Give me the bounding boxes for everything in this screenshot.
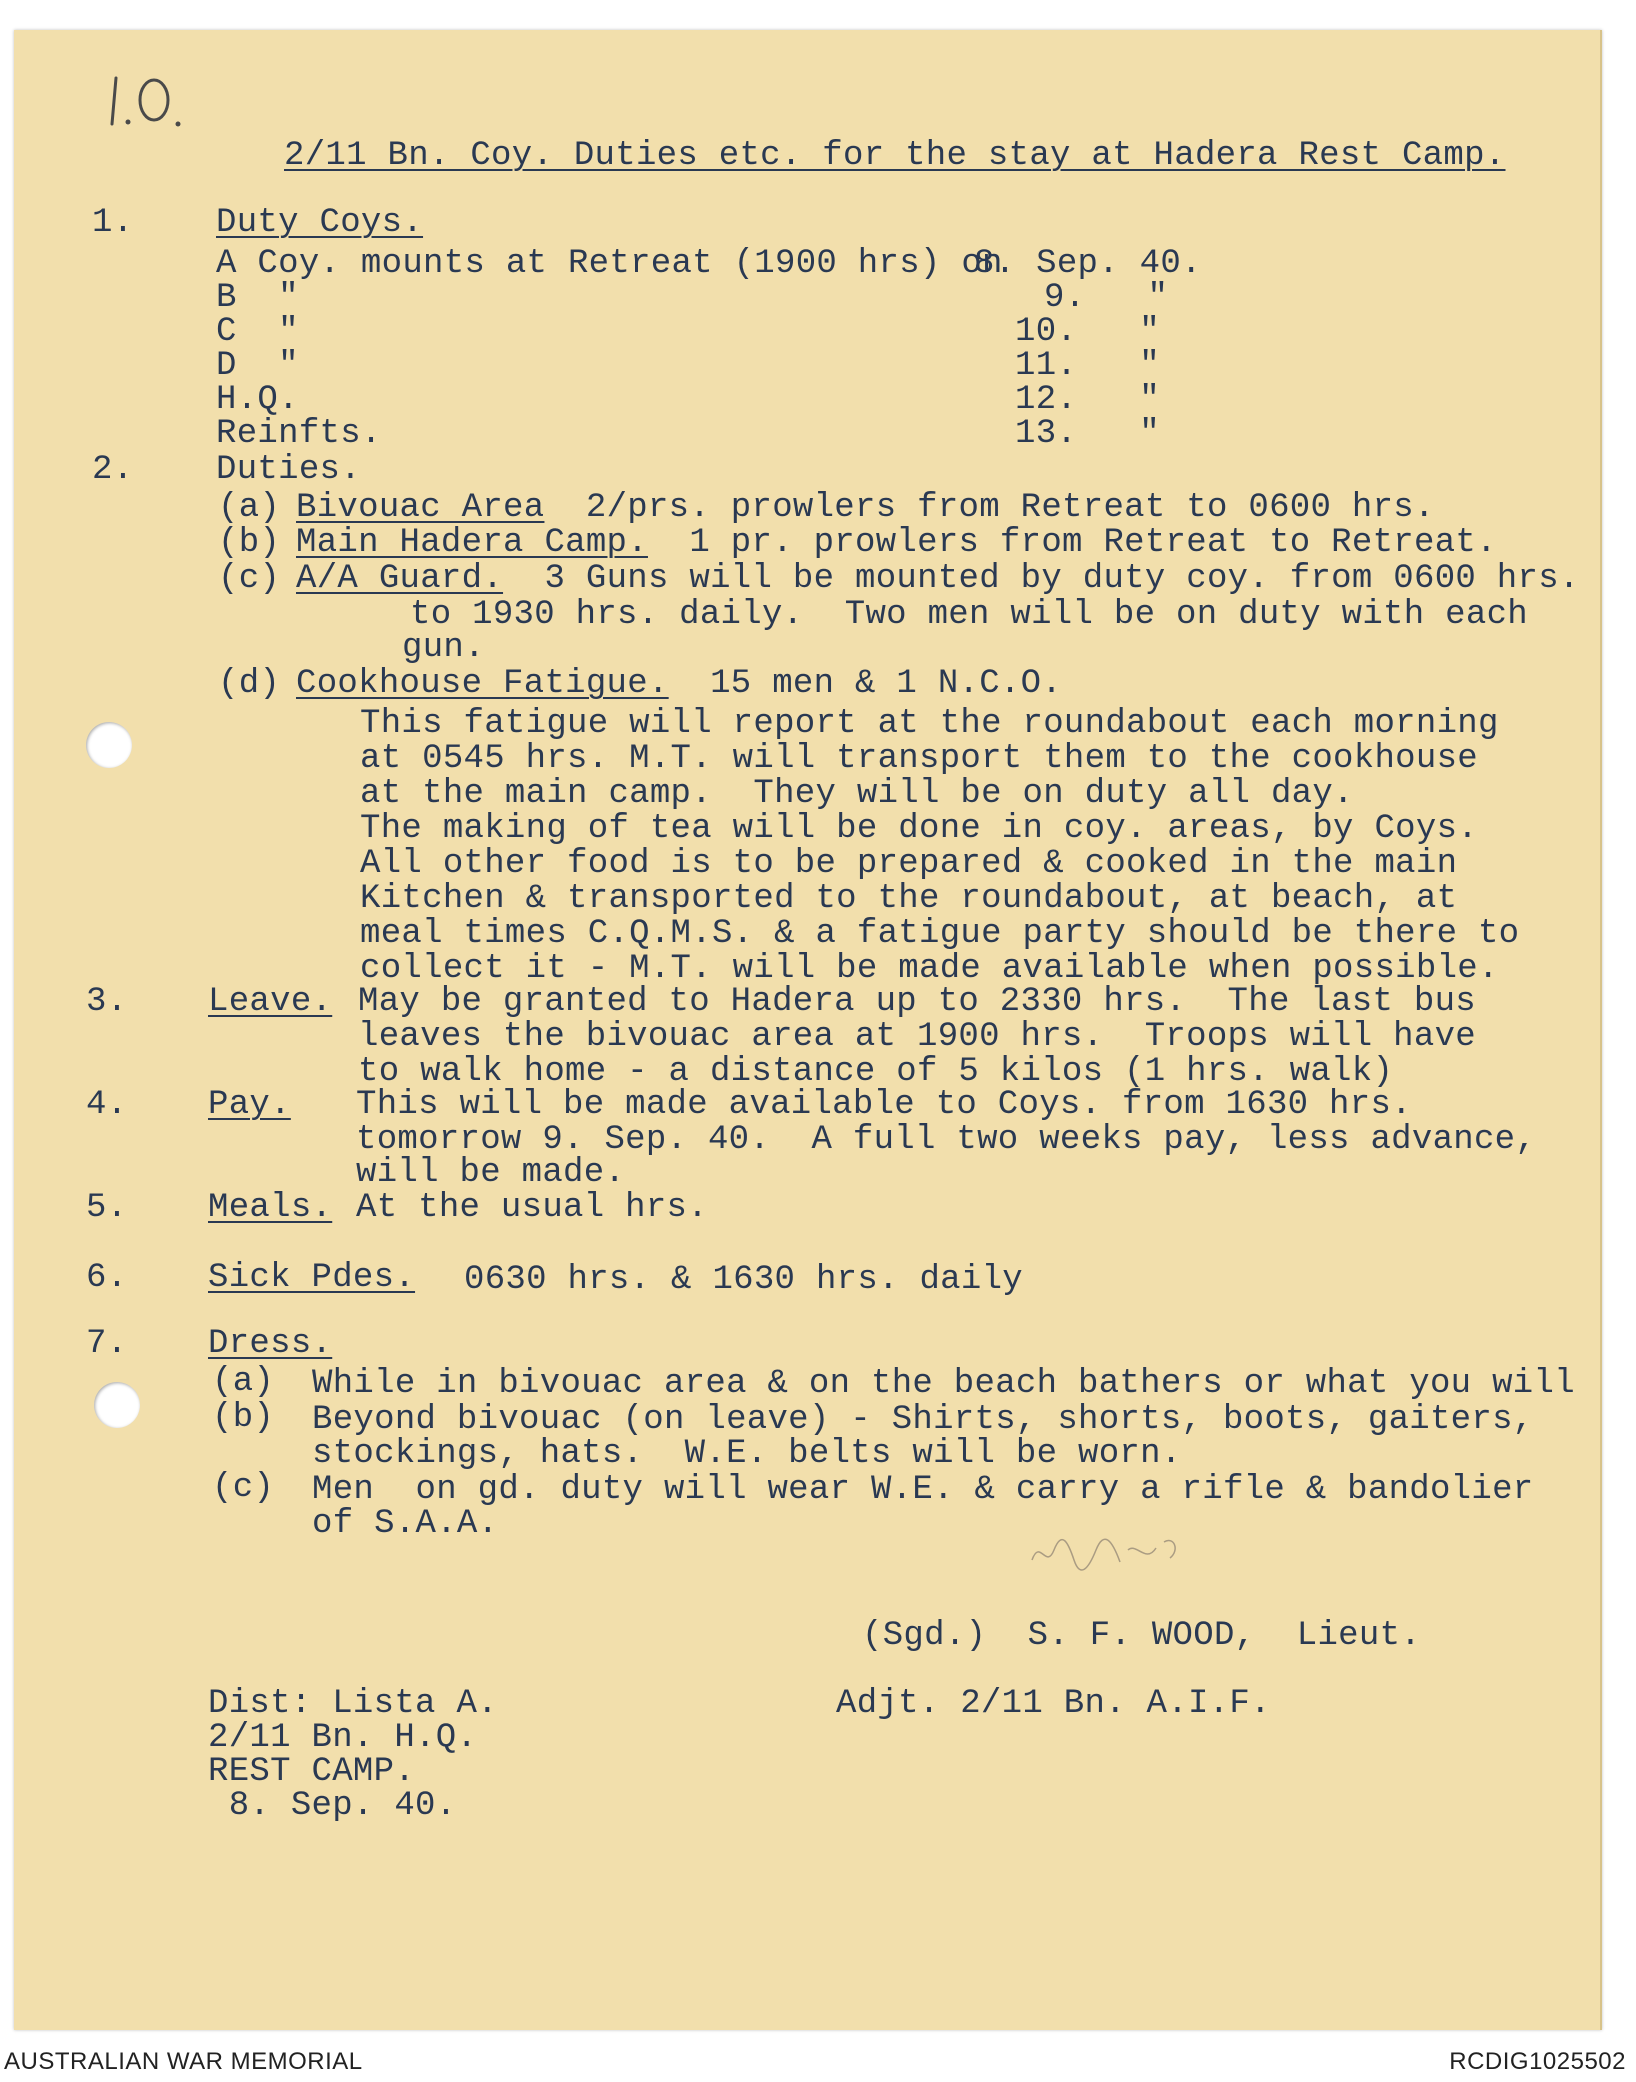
duty-item-cont: gun. bbox=[402, 629, 485, 667]
dress-text: of S.A.A. bbox=[312, 1505, 499, 1543]
cookhouse-line: at 0545 hrs. M.T. will transport them to the cookhouse bbox=[360, 740, 1478, 778]
duty-row-date: 9. " bbox=[1044, 279, 1169, 317]
handwritten-page-number bbox=[106, 66, 186, 136]
distribution-line: Dist: Lista A. bbox=[208, 1685, 498, 1723]
dress-text: stockings, hats. W.E. belts will be worn. bbox=[312, 1435, 1182, 1473]
dress-text: Men on gd. duty will wear W.E. & carry a rifle & bandolier bbox=[312, 1471, 1534, 1509]
duty-row-coy: C " bbox=[216, 313, 299, 351]
item-label: (d) bbox=[218, 665, 281, 703]
cookhouse-line: This fatigue will report at the roundabout each morning bbox=[360, 705, 1499, 743]
section-number: 4. bbox=[86, 1086, 128, 1124]
duty-row-coy: H.Q. bbox=[216, 381, 299, 419]
duty-item-text: 2/prs. prowlers from Retreat to 0600 hrs. bbox=[544, 489, 1435, 527]
dress-text: While in bivouac area & on the beach bathers or what you will bbox=[312, 1365, 1575, 1403]
duty-item-text: 3 Guns will be mounted by duty coy. from 0600 hrs. bbox=[503, 560, 1580, 598]
duty-item-title: Bivouac Area bbox=[296, 489, 545, 527]
footer-left: AUSTRALIAN WAR MEMORIAL bbox=[4, 2048, 363, 2075]
item-label: (a) bbox=[212, 1363, 275, 1401]
document-title: 2/11 Bn. Coy. Duties etc. for the stay at Hadera Rest Camp. bbox=[284, 137, 1506, 175]
distribution-line: 2/11 Bn. H.Q. bbox=[208, 1719, 478, 1757]
pay-line: will be made. bbox=[356, 1154, 626, 1192]
cookhouse-line: All other food is to be prepared & cooked in the main bbox=[360, 845, 1458, 883]
signature-title: Adjt. 2/11 Bn. A.I.F. bbox=[836, 1685, 1271, 1723]
duty-item bbox=[296, 525, 1497, 561]
duty-row-date: 10. " bbox=[1015, 313, 1160, 351]
distribution-line: REST CAMP. bbox=[208, 1753, 416, 1791]
section-heading: Duties. bbox=[216, 451, 361, 489]
section-number: 6. bbox=[86, 1259, 128, 1297]
dress-text: Beyond bivouac (on leave) - Shirts, shorts, boots, gaiters, bbox=[312, 1401, 1534, 1439]
pay-line: This will be made available to Coys. from 1630 hrs. bbox=[356, 1086, 1412, 1124]
duty-row-coy: B " bbox=[216, 279, 299, 317]
pencil-annotation bbox=[1028, 1520, 1218, 1580]
duty-item-title: Cookhouse Fatigue. bbox=[296, 665, 669, 703]
distribution-line: 8. Sep. 40. bbox=[208, 1787, 457, 1825]
pay-line: tomorrow 9. Sep. 40. A full two weeks pay, less advance, bbox=[356, 1121, 1537, 1159]
duty-item bbox=[296, 666, 1062, 702]
section-heading: Pay. bbox=[208, 1086, 291, 1124]
duty-item-title: A/A Guard. bbox=[296, 560, 504, 598]
section-heading: Meals. bbox=[208, 1189, 333, 1227]
duty-item-title: Main Hadera Camp. bbox=[296, 524, 648, 562]
duty-item-text: 15 men & 1 N.C.O. bbox=[668, 665, 1063, 703]
duty-item bbox=[296, 561, 1580, 597]
duty-row-date: 8. Sep. 40. bbox=[974, 245, 1202, 283]
item-label: (b) bbox=[212, 1399, 275, 1437]
duty-row-date: 12. " bbox=[1015, 381, 1160, 419]
punch-hole-top bbox=[86, 722, 132, 768]
signature-line: (Sgd.) S. F. WOOD, Lieut. bbox=[862, 1617, 1421, 1655]
item-label: (a) bbox=[218, 489, 281, 527]
cookhouse-line: Kitchen & transported to the roundabout, at beach, at bbox=[360, 880, 1458, 918]
duty-item-cont: to 1930 hrs. daily. Two men will be on duty with each bbox=[410, 596, 1528, 634]
section-heading: Sick Pdes. bbox=[208, 1259, 416, 1297]
duty-item-text: 1 pr. prowlers from Retreat to Retreat. bbox=[647, 524, 1497, 562]
leave-line: to walk home - a distance of 5 kilos (1 hrs. walk) bbox=[358, 1053, 1394, 1091]
section-number: 2. bbox=[92, 451, 134, 489]
section-heading: Dress. bbox=[208, 1325, 333, 1363]
punch-hole-bottom bbox=[94, 1382, 140, 1428]
section-heading: Leave. bbox=[208, 983, 333, 1021]
section-number: 7. bbox=[86, 1325, 128, 1363]
meals-text: At the usual hrs. bbox=[356, 1189, 708, 1227]
footer-right: RCDIG1025502 bbox=[1449, 2048, 1626, 2075]
section-number: 3. bbox=[86, 983, 128, 1021]
sick-parade-text: 0630 hrs. & 1630 hrs. daily bbox=[464, 1261, 1023, 1299]
duty-row-date: 11. " bbox=[1015, 347, 1160, 385]
duty-item bbox=[296, 490, 1435, 526]
item-label: (c) bbox=[212, 1469, 275, 1507]
duty-row-coy: D " bbox=[216, 347, 299, 385]
item-label: (c) bbox=[218, 560, 281, 598]
duty-row-date: 13. " bbox=[1015, 415, 1160, 453]
section-heading: Duty Coys. bbox=[216, 204, 424, 242]
section-number: 5. bbox=[86, 1189, 128, 1227]
duty-row-coy: A Coy. mounts at Retreat (1900 hrs) on bbox=[216, 245, 1003, 283]
item-label: (b) bbox=[218, 524, 281, 562]
cookhouse-line: collect it - M.T. will be made available when possible. bbox=[360, 950, 1499, 988]
leave-line: leaves the bivouac area at 1900 hrs. Troops will have bbox=[358, 1018, 1476, 1056]
section-number: 1. bbox=[92, 204, 134, 242]
cookhouse-line: The making of tea will be done in coy. areas, by Coys. bbox=[360, 810, 1478, 848]
duty-row-coy: Reinfts. bbox=[216, 415, 382, 453]
cookhouse-line: meal times C.Q.M.S. & a fatigue party should be there to bbox=[360, 915, 1520, 953]
cookhouse-line: at the main camp. They will be on duty all day. bbox=[360, 775, 1354, 813]
leave-line: May be granted to Hadera up to 2330 hrs. The last bus bbox=[358, 983, 1476, 1021]
